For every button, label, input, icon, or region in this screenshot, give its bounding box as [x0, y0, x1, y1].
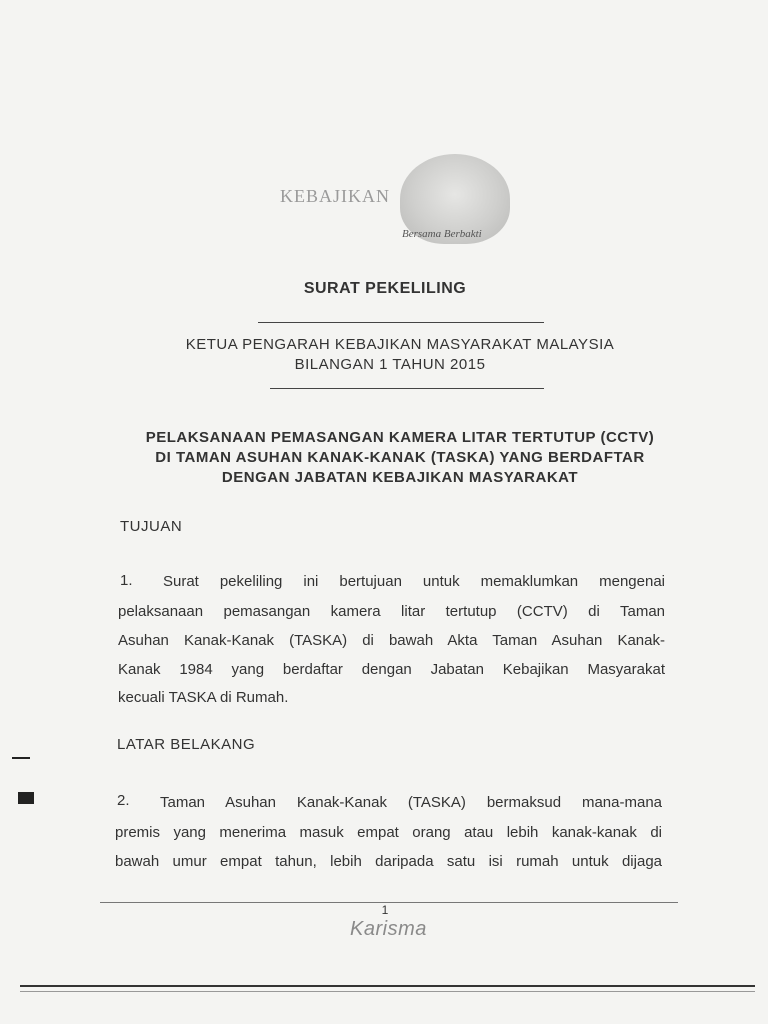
title-divider	[258, 322, 544, 323]
publisher-logo: Karisma	[350, 918, 427, 940]
section-heading-tujuan: TUJUAN	[120, 518, 183, 535]
subject-heading-line1: PELAKSANAAN PEMASANGAN KAMERA LITAR TERTUTUP (CCTV)	[145, 429, 655, 446]
para1-number: 1.	[120, 572, 133, 589]
section-heading-latar-belakang: LATAR BELAKANG	[117, 736, 256, 753]
subject-heading-line2: DI TAMAN ASUHAN KANAK-KANAK (TASKA) YANG BERDAFTAR	[155, 449, 645, 466]
bottom-border-line-faint	[20, 991, 755, 992]
para2-number: 2.	[117, 792, 130, 809]
para2-line1: Taman Asuhan Kanak-Kanak (TASKA) bermaksud mana-mana	[160, 794, 662, 811]
logo-tagline: Bersama Berbakti	[402, 228, 482, 240]
logo-text: KEBAJIKAN	[280, 186, 390, 206]
para1-line4: Kanak 1984 yang berdaftar dengan Jabatan Kebajikan Masyarakat	[118, 661, 665, 678]
scan-mark-block	[18, 792, 34, 804]
logo	[280, 150, 515, 250]
para1-line2: pelaksanaan pemasangan kamera litar tertutup (CCTV) di Taman	[118, 603, 665, 620]
bottom-border-line	[20, 985, 755, 987]
subject-heading-line3: DENGAN JABATAN KEBAJIKAN MASYARAKAT	[221, 469, 579, 486]
para1-line5: kecuali TASKA di Rumah.	[118, 689, 289, 706]
subtitle-divider	[270, 388, 544, 389]
page-number: 1	[381, 903, 389, 917]
document-title: SURAT PEKELILING	[303, 280, 467, 297]
scan-mark-dash	[12, 757, 30, 759]
issuer-line: KETUA PENGARAH KEBAJIKAN MASYARAKAT MALAYSIA	[185, 336, 615, 353]
para2-line3: bawah umur empat tahun, lebih daripada satu isi rumah untuk dijaga	[115, 853, 662, 870]
circular-number: BILANGAN 1 TAHUN 2015	[294, 356, 486, 373]
para1-line3: Asuhan Kanak-Kanak (TASKA) di bawah Akta Taman Asuhan Kanak-	[118, 632, 665, 649]
para2-line2: premis yang menerima masuk empat orang atau lebih kanak-kanak di	[115, 824, 662, 841]
para1-line1: Surat pekeliling ini bertujuan untuk memaklumkan mengenai	[163, 573, 665, 590]
